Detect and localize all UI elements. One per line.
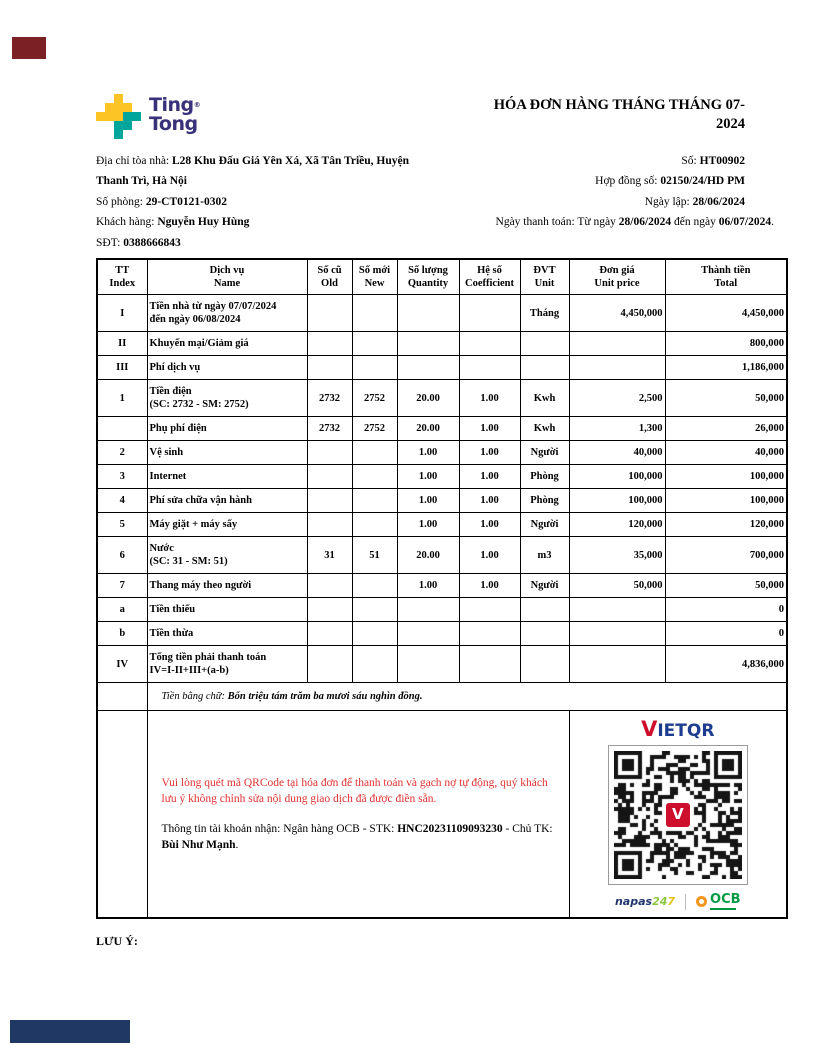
payment-period: Ngày thanh toán: Từ ngày 28/06/2024 đến ngày 06/07/2024. (495, 216, 774, 229)
cell-index: a (97, 598, 147, 622)
cell-new (352, 513, 397, 537)
cell-old (307, 574, 352, 598)
cell-coef (459, 598, 520, 622)
cell-old (307, 295, 352, 332)
payment-instructions (148, 711, 569, 917)
cell-price: 100,000 (569, 489, 665, 513)
cell-qty (397, 598, 459, 622)
cell-old (307, 332, 352, 356)
col-header-unit-price: Đơn giá Unit price (569, 259, 665, 295)
cell-price (569, 646, 665, 683)
cell-service-name: Nước (SC: 31 - SM: 51) (147, 537, 307, 574)
vietqr-center-icon: V (663, 800, 693, 830)
cell-price (569, 332, 665, 356)
cell-price (569, 598, 665, 622)
cell-coef (459, 646, 520, 683)
cell-old (307, 622, 352, 646)
table-row (97, 417, 787, 441)
cell-total: 100,000 (665, 489, 787, 513)
cell-total: 50,000 (665, 380, 787, 417)
cell-service-name: Vệ sinh (147, 441, 307, 465)
cell-index: II (97, 332, 147, 356)
cell-coef: 1.00 (459, 441, 520, 465)
cell-qty (397, 332, 459, 356)
invoice-table (96, 258, 788, 919)
cell-new (352, 598, 397, 622)
corner-mark-top (12, 37, 46, 59)
cell-unit (520, 598, 569, 622)
cell-coef (459, 622, 520, 646)
cell-index: 5 (97, 513, 147, 537)
cell-service-name: Phí dịch vụ (147, 356, 307, 380)
cell-qty: 20.00 (397, 417, 459, 441)
room-number: Số phòng: 29-CT0121-0302 (96, 195, 227, 208)
cell-total: 1,186,000 (665, 356, 787, 380)
cell-qty: 20.00 (397, 380, 459, 417)
cell-index: 2 (97, 441, 147, 465)
issue-date: Ngày lập: 28/06/2024 (644, 195, 745, 208)
cell-index: 1 (97, 380, 147, 417)
cell-unit: Người (520, 441, 569, 465)
cell-old (307, 646, 352, 683)
cell-service-name: Phụ phí điện (147, 417, 307, 441)
cell-total: 26,000 (665, 417, 787, 441)
cell-coef (459, 295, 520, 332)
customer-phone: SĐT: 0388666843 (96, 236, 181, 249)
cell-new (352, 646, 397, 683)
cell-new: 2752 (352, 380, 397, 417)
table-row (97, 332, 787, 356)
table-row (97, 537, 787, 574)
cell-price: 35,000 (569, 537, 665, 574)
cell-qty: 1.00 (397, 513, 459, 537)
cell-coef: 1.00 (459, 574, 520, 598)
cell-new (352, 574, 397, 598)
table-row (97, 441, 787, 465)
cell-total: 50,000 (665, 574, 787, 598)
cell-price (569, 356, 665, 380)
cell-total: 120,000 (665, 513, 787, 537)
cell-price (569, 622, 665, 646)
ocb-tagline-bar (710, 908, 736, 910)
col-header-old: Số cũ Old (307, 259, 352, 295)
napas-logo: napas (614, 895, 653, 908)
payment-qr-row (97, 711, 787, 919)
cell-old: 2732 (307, 380, 352, 417)
tingtong-logo-text (149, 96, 200, 134)
cell-total: 40,000 (665, 441, 787, 465)
cell-unit (520, 356, 569, 380)
cell-index: I (97, 295, 147, 332)
cell-coef (459, 332, 520, 356)
cell-unit (520, 622, 569, 646)
table-row (97, 465, 787, 489)
cell-qty (397, 646, 459, 683)
cell-qty (397, 622, 459, 646)
cell-old (307, 465, 352, 489)
building-address-line1: Địa chỉ tòa nhà: L28 Khu Đấu Giá Yên Xá, Xã Tân Triều, Huyện (96, 155, 409, 167)
cell-total: 0 (665, 598, 787, 622)
cell-qty: 1.00 (397, 465, 459, 489)
cell-price: 120,000 (569, 513, 665, 537)
cell-new (352, 489, 397, 513)
cell-unit: Người (520, 513, 569, 537)
table-row (97, 646, 787, 683)
cell-old (307, 513, 352, 537)
cell-service-name: Tiền thừa (147, 622, 307, 646)
cell-coef: 1.00 (459, 537, 520, 574)
logo-divider (685, 894, 686, 910)
cell-unit: Người (520, 574, 569, 598)
cell-price: 1,300 (569, 417, 665, 441)
logo-line1: Ting (149, 94, 194, 116)
invoice-number: Số: HT00902 (681, 155, 745, 167)
cell-price: 2,500 (569, 380, 665, 417)
cell-qty: 1.00 (397, 489, 459, 513)
cell-index (97, 417, 147, 441)
cell-old: 31 (307, 537, 352, 574)
cell-service-name: Tổng tiền phải thanh toán IV=I-II+III+(a-b) (147, 646, 307, 683)
cell-qty: 1.00 (397, 574, 459, 598)
cell-qty (397, 295, 459, 332)
invoice-title-line2: 2024 (716, 116, 745, 132)
cell-qty: 1.00 (397, 441, 459, 465)
col-header-total: Thành tiền Total (665, 259, 787, 295)
note-heading: LƯU Ý: (96, 934, 138, 948)
cell-price: 4,450,000 (569, 295, 665, 332)
table-row (97, 356, 787, 380)
cell-total: 0 (665, 622, 787, 646)
ocb-logo: OCB (696, 894, 741, 910)
customer-name: Khách hàng: Nguyễn Huy Hùng (96, 216, 250, 229)
cell-new (352, 441, 397, 465)
cell-service-name: Phí sửa chữa vận hành (147, 489, 307, 513)
cell-coef: 1.00 (459, 489, 520, 513)
payment-network-logos: napas 24 7 OCB (614, 891, 741, 908)
col-header-coefficient: Hệ số Coefficient (459, 259, 520, 295)
table-row (97, 598, 787, 622)
table-row (97, 489, 787, 513)
cell-index: IV (97, 646, 147, 683)
cell-index: 4 (97, 489, 147, 513)
cell-coef: 1.00 (459, 465, 520, 489)
registered-mark: ® (193, 101, 201, 109)
amount-in-words: Tiền bằng chữ: Bốn triệu tám trăm ba mươi sáu nghìn đồng. (147, 683, 787, 711)
cell-new (352, 332, 397, 356)
cell-new: 51 (352, 537, 397, 574)
cell-new (352, 356, 397, 380)
cell-old (307, 489, 352, 513)
table-row (97, 574, 787, 598)
cell-old (307, 598, 352, 622)
cell-coef: 1.00 (459, 380, 520, 417)
cell-coef: 1.00 (459, 417, 520, 441)
cell-service-name: Khuyến mại/Giảm giá (147, 332, 307, 356)
cell-service-name: Internet (147, 465, 307, 489)
cell-index: b (97, 622, 147, 646)
table-header-row (97, 259, 787, 295)
cell-unit: Kwh (520, 380, 569, 417)
cell-price: 50,000 (569, 574, 665, 598)
cell-service-name: Tiền nhà từ ngày 07/07/2024 đến ngày 06/08/2024 (147, 295, 307, 332)
cell-index: 3 (97, 465, 147, 489)
tingtong-logo (96, 94, 200, 140)
cell-index: 7 (97, 574, 147, 598)
cell-total: 4,450,000 (665, 295, 787, 332)
qr-code (608, 745, 748, 885)
cell-unit: Tháng (520, 295, 569, 332)
invoice-table-body (97, 295, 787, 683)
cell-index: 6 (97, 537, 147, 574)
table-row (97, 380, 787, 417)
cell-old (307, 356, 352, 380)
col-header-new: Số mới New (352, 259, 397, 295)
cell-unit (520, 646, 569, 683)
cell-unit (520, 332, 569, 356)
col-header-index: TT Index (97, 259, 147, 295)
corner-mark-bottom (10, 1020, 130, 1043)
vietqr-logo: VIETQR (641, 716, 715, 741)
col-header-unit: ĐVT Unit (520, 259, 569, 295)
cell-price: 40,000 (569, 441, 665, 465)
ocb-icon (696, 896, 707, 907)
cell-coef: 1.00 (459, 513, 520, 537)
cell-new: 2752 (352, 417, 397, 441)
cell-total: 700,000 (665, 537, 787, 574)
table-row (97, 513, 787, 537)
cell-service-name: Tiền thiếu (147, 598, 307, 622)
cell-total: 100,000 (665, 465, 787, 489)
cell-old (307, 441, 352, 465)
cell-qty: 20.00 (397, 537, 459, 574)
cell-index: III (97, 356, 147, 380)
cell-unit: m3 (520, 537, 569, 574)
cell-coef (459, 356, 520, 380)
table-row (97, 295, 787, 332)
cell-old: 2732 (307, 417, 352, 441)
cell-unit: Phòng (520, 489, 569, 513)
cell-new (352, 295, 397, 332)
vietqr-block (570, 713, 787, 916)
invoice-title-line1: HÓA ĐƠN HÀNG THÁNG THÁNG 07- (493, 97, 745, 113)
cell-service-name: Tiền điện (SC: 2732 - SM: 2752) (147, 380, 307, 417)
col-header-name: Dịch vụ Name (147, 259, 307, 295)
cell-new (352, 465, 397, 489)
invoice-title (400, 96, 745, 134)
contract-number: Hợp đồng số: 02150/24/HD PM (595, 175, 745, 188)
building-address-line2: Thanh Trì, Hà Nội (96, 175, 187, 188)
amount-in-words-row (97, 683, 787, 711)
cell-unit: Phòng (520, 465, 569, 489)
cell-qty (397, 356, 459, 380)
cell-new (352, 622, 397, 646)
cell-total: 800,000 (665, 332, 787, 356)
cell-unit: Kwh (520, 417, 569, 441)
cell-total: 4,836,000 (665, 646, 787, 683)
qr-payment-warning: Vui lòng quét mã QRCode tại hóa đơn để thanh toán và gạch nợ tự động, quý khách lưu ý không chỉnh sửa nội dung giao dịch đã được điền sẵn. (161, 777, 548, 805)
cell-service-name: Máy giặt + máy sấy (147, 513, 307, 537)
receiving-account-info: Thông tin tài khoản nhận: Ngân hàng OCB - STK: HNC20231109093230 - Chủ TK: Bùi Như Mạnh. (161, 823, 553, 851)
table-row (97, 622, 787, 646)
tingtong-cross-icon (96, 94, 142, 140)
cell-service-name: Thang máy theo người (147, 574, 307, 598)
col-header-quantity: Số lượng Quantity (397, 259, 459, 295)
logo-line2: Tong (149, 113, 198, 135)
cell-price: 100,000 (569, 465, 665, 489)
invoice-meta (330, 151, 786, 233)
